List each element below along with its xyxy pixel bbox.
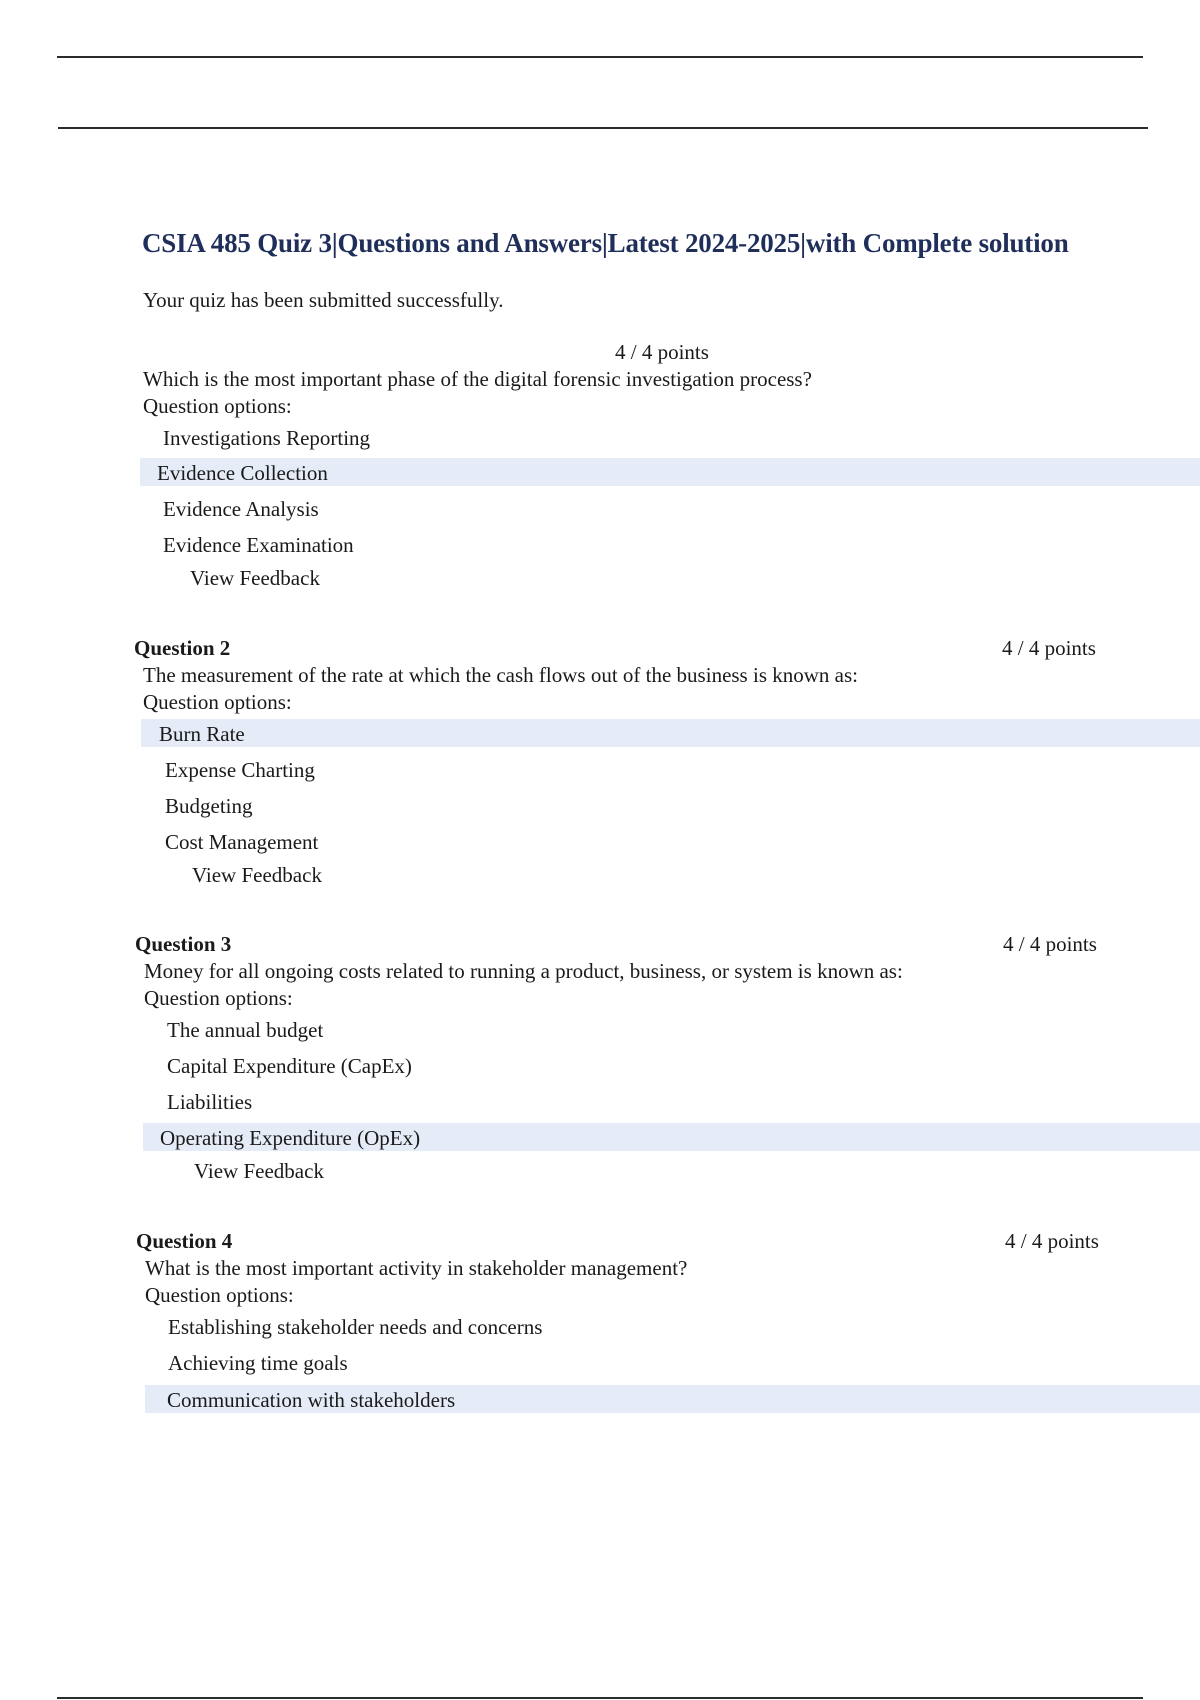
answer-option-selected[interactable]: Burn Rate: [159, 722, 245, 746]
answer-option[interactable]: Cost Management: [165, 830, 319, 854]
answer-option[interactable]: Capital Expenditure (CapEx): [167, 1054, 412, 1078]
question-prompt: The measurement of the rate at which the cash flows out of the business is known as:: [143, 663, 858, 687]
question-options-label: Question options:: [143, 394, 292, 418]
answer-option-selected[interactable]: Communication with stakeholders: [167, 1388, 456, 1412]
question-points: 4 / 4 points: [1002, 636, 1096, 660]
answer-option-selected[interactable]: Operating Expenditure (OpEx): [160, 1126, 421, 1150]
question-points: 4 / 4 points: [615, 340, 709, 364]
question-prompt: What is the most important activity in stakeholder management?: [145, 1256, 688, 1280]
question-options-label: Question options:: [143, 690, 292, 714]
view-feedback-link[interactable]: View Feedback: [192, 863, 322, 887]
selected-answer-highlight: [141, 719, 1200, 747]
answer-option[interactable]: The annual budget: [167, 1018, 324, 1042]
answer-option[interactable]: Investigations Reporting: [163, 426, 371, 450]
question-prompt: Money for all ongoing costs related to running a product, business, or system is known as:: [144, 959, 903, 983]
header-rule: [58, 127, 1148, 129]
answer-option[interactable]: Establishing stakeholder needs and concerns: [168, 1315, 543, 1339]
question-options-label: Question options:: [144, 986, 293, 1010]
answer-option[interactable]: Budgeting: [165, 794, 253, 818]
answer-option-selected[interactable]: Evidence Collection: [157, 461, 328, 485]
page-title: CSIA 485 Quiz 3|Questions and Answers|Latest 2024-2025|with Complete solution: [142, 228, 1069, 258]
answer-option[interactable]: Expense Charting: [165, 758, 315, 782]
answer-option[interactable]: Evidence Examination: [163, 533, 354, 557]
view-feedback-link[interactable]: View Feedback: [194, 1159, 324, 1183]
question-options-label: Question options:: [145, 1283, 294, 1307]
question-label: Question 4: [136, 1229, 233, 1253]
question-prompt: Which is the most important phase of the digital forensic investigation process?: [143, 367, 812, 391]
top-rule: [57, 56, 1143, 58]
question-label: Question 2: [134, 636, 231, 660]
question-label: Question 3: [135, 932, 232, 956]
answer-option[interactable]: Liabilities: [167, 1090, 253, 1114]
question-points: 4 / 4 points: [1003, 932, 1097, 956]
answer-option[interactable]: Achieving time goals: [168, 1351, 348, 1375]
answer-option[interactable]: Evidence Analysis: [163, 497, 319, 521]
bottom-rule: [57, 1697, 1143, 1699]
view-feedback-link[interactable]: View Feedback: [190, 566, 320, 590]
submission-status: Your quiz has been submitted successfully.: [143, 288, 504, 312]
question-points: 4 / 4 points: [1005, 1229, 1099, 1253]
